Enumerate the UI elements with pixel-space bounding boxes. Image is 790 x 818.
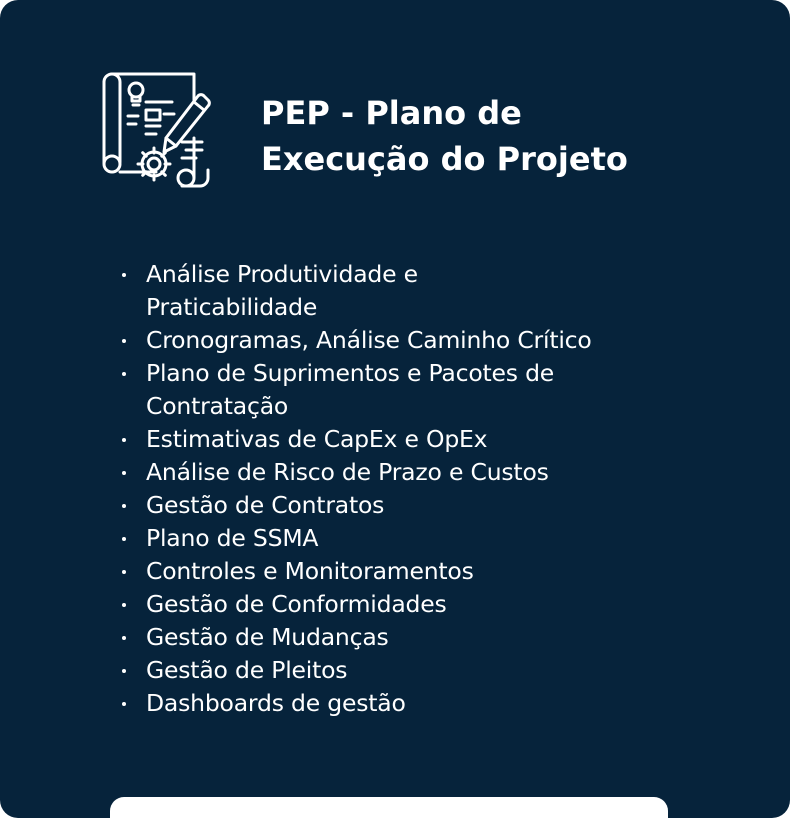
list-item-text: Gestão de Mudanças [146,623,389,651]
list-item [0,555,690,588]
list-item [0,687,690,720]
list-item [0,423,690,456]
page-title [261,90,761,182]
title-line-1: PEP - Plano de [261,94,522,132]
list-item-text: Gestão de Contratos [146,491,385,519]
bottom-tab[interactable] [110,797,668,818]
list-item-text: Controles e Monitoramentos [146,557,474,585]
list-item [0,456,690,489]
list-item-text: Análise Produtividade e [146,260,418,288]
list-item-text: Praticabilidade [146,293,318,321]
list-item [0,654,690,687]
list-item [0,621,690,654]
title-line-2: Execução do Projeto [261,140,628,178]
blueprint-lightbulb-pencil-gear-icon [98,72,218,192]
list-item [0,489,690,522]
list-item [0,324,690,357]
list-item-text: Contratação [146,392,289,420]
list-item-text: Estimativas de CapEx e OpEx [146,425,488,453]
list-item-text: Plano de SSMA [146,524,319,552]
list-item-text: Gestão de Conformidades [146,590,447,618]
list-item [0,258,690,324]
services-list [0,258,690,720]
list-item-text: Análise de Risco de Prazo e Custos [146,458,549,486]
list-item-text: Cronogramas, Análise Caminho Crítico [146,326,592,354]
list-item [0,522,690,555]
list-item-text: Dashboards de gestão [146,689,406,717]
list-item [0,588,690,621]
list-item [0,357,690,423]
list-item-text: Plano de Suprimentos e Pacotes de [146,359,555,387]
list-item-text: Gestão de Pleitos [146,656,348,684]
